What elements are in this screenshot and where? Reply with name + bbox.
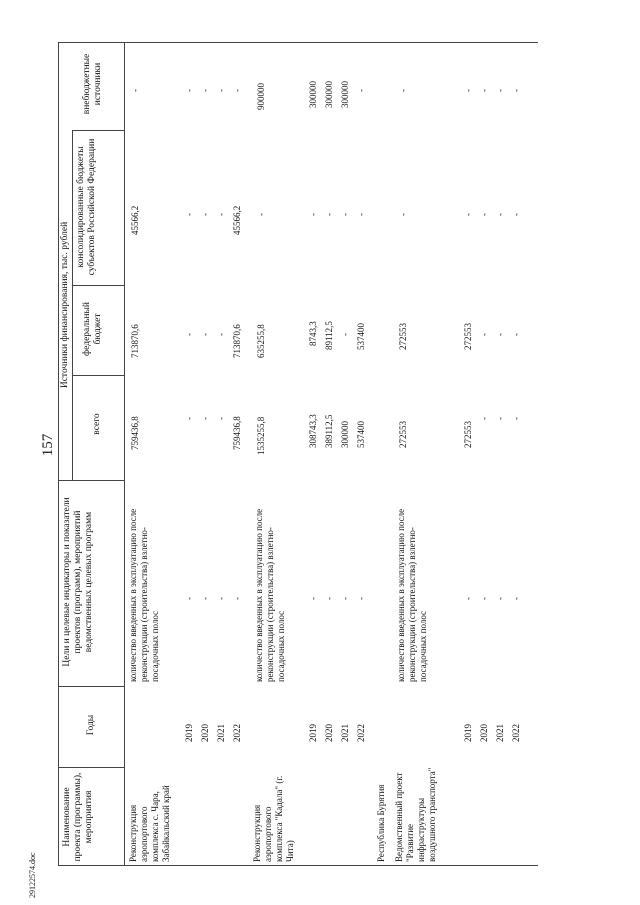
p1-r1-year: 2019 bbox=[184, 724, 194, 742]
p3-r3-federal: - bbox=[495, 333, 505, 336]
project-2-federal: 635255,8 bbox=[256, 324, 266, 358]
project-1-federal: 713870,6 bbox=[130, 324, 140, 358]
table-bottom-border bbox=[58, 865, 538, 866]
p2-r1-total: 308743,3 bbox=[308, 414, 318, 448]
p3-r2-year: 2020 bbox=[479, 724, 489, 742]
p1-r1-federal: - bbox=[184, 333, 194, 336]
header-sep-years-goals bbox=[58, 686, 124, 687]
project-3-federal: 272553 bbox=[398, 323, 408, 350]
p3-r4-federal: - bbox=[511, 333, 521, 336]
p1-r4-federal: 713870,6 bbox=[232, 324, 242, 358]
p1-r2-goal: - bbox=[200, 597, 210, 600]
header-sep-name-years bbox=[58, 767, 124, 768]
p3-r1-regional: - bbox=[463, 213, 473, 216]
project-2-extra: 900000 bbox=[256, 83, 266, 110]
table-top-border bbox=[58, 42, 538, 43]
p1-r2-federal: - bbox=[200, 333, 210, 336]
project-3-total: 272553 bbox=[398, 421, 408, 448]
header-sources: Источники финансирования, тыс. рублей bbox=[60, 221, 70, 389]
p1-r1-regional: - bbox=[184, 213, 194, 216]
project-1-total: 759436,8 bbox=[130, 416, 140, 450]
header-regional: консолидированные бюджеты субъектов Российской Федерации bbox=[76, 138, 97, 276]
p3-r3-year: 2021 bbox=[495, 724, 505, 742]
p3-r4-extra: - bbox=[511, 89, 521, 92]
table-left-border bbox=[58, 42, 59, 865]
p1-r4-total: 759436,8 bbox=[232, 416, 242, 450]
p2-r4-extra: - bbox=[356, 89, 366, 92]
p1-r2-year: 2020 bbox=[200, 724, 210, 742]
p2-r4-goal: - bbox=[356, 597, 366, 600]
header-years: Годы bbox=[86, 714, 96, 736]
p2-r4-total: 537400 bbox=[356, 421, 366, 448]
project-2-regional: - bbox=[256, 213, 266, 216]
p1-r2-regional: - bbox=[200, 213, 210, 216]
p1-r2-extra: - bbox=[200, 89, 210, 92]
p1-r3-federal: - bbox=[216, 333, 226, 336]
p3-r4-total: - bbox=[511, 417, 521, 420]
p3-r4-regional: - bbox=[511, 213, 521, 216]
project-1-name: Реконструкция аэропортового комплекса с. Чара, Забайкальский край bbox=[128, 785, 171, 862]
p2-r3-extra: 300000 bbox=[340, 81, 350, 108]
p1-r4-extra: - bbox=[232, 89, 242, 92]
footer-code: 29122574.doc bbox=[28, 852, 37, 898]
p2-r1-regional: - bbox=[308, 213, 318, 216]
p1-r1-goal: - bbox=[184, 597, 194, 600]
project-3-regional: - bbox=[398, 213, 408, 216]
project-2-name: Реконструкция аэропортового комплекса "Кадала" (г. Чита) bbox=[252, 775, 295, 862]
p2-r3-goal: - bbox=[340, 597, 350, 600]
p2-r4-federal: 537400 bbox=[356, 323, 366, 350]
p2-r1-year: 2019 bbox=[308, 724, 318, 742]
p3-r1-extra: - bbox=[463, 89, 473, 92]
p3-r2-total: - bbox=[479, 417, 489, 420]
p2-r4-year: 2022 bbox=[356, 724, 366, 742]
p1-r3-extra: - bbox=[216, 89, 226, 92]
p1-r3-goal: - bbox=[216, 597, 226, 600]
header-sources-underline bbox=[72, 130, 73, 480]
p3-r2-extra: - bbox=[479, 89, 489, 92]
p2-r2-federal: 89112,5 bbox=[324, 321, 334, 350]
p3-r4-goal: - bbox=[511, 597, 521, 600]
p1-r3-year: 2021 bbox=[216, 724, 226, 742]
header-divider bbox=[124, 42, 125, 865]
project-3-name: Ведомственный проект "Развитие инфраструктуры воздушного транспорта" bbox=[394, 767, 437, 862]
p3-r2-federal: - bbox=[479, 333, 489, 336]
project-1-goal: количество введенных в эксплуатацию после реконструкции (строительства) взлетно-посадочных полос bbox=[128, 508, 160, 682]
header-name: Наименование проекта (программы), мероприятия bbox=[62, 772, 94, 862]
p2-r2-extra: 300000 bbox=[324, 81, 334, 108]
p1-r2-total: - bbox=[200, 417, 210, 420]
p2-r2-year: 2020 bbox=[324, 724, 334, 742]
header-extra: внебюджетные источники bbox=[82, 53, 103, 115]
p2-r3-total: 300000 bbox=[340, 421, 350, 448]
p2-r2-total: 389112,5 bbox=[324, 414, 334, 448]
region-label: Республика Бурятия bbox=[376, 784, 386, 862]
p3-r1-federal: 272553 bbox=[463, 323, 473, 350]
project-2-goal: количество введенных в эксплуатацию после реконструкции (строительства) взлетно-посадочных полос bbox=[254, 508, 286, 682]
p3-r2-regional: - bbox=[479, 213, 489, 216]
p2-r1-extra: 300000 bbox=[308, 81, 318, 108]
project-2-total: 1535255,8 bbox=[256, 416, 266, 455]
p1-r4-regional: 45566,2 bbox=[232, 205, 242, 235]
p3-r1-goal: - bbox=[463, 597, 473, 600]
p1-r1-total: - bbox=[184, 417, 194, 420]
p3-r3-total: - bbox=[495, 417, 505, 420]
project-1-extra: - bbox=[130, 89, 140, 92]
page-number: 157 bbox=[40, 433, 56, 457]
project-3-extra: - bbox=[398, 89, 408, 92]
p2-r3-regional: - bbox=[340, 213, 350, 216]
header-total: всего bbox=[92, 413, 102, 435]
project-1-regional: 45566,2 bbox=[130, 205, 140, 235]
p3-r4-year: 2022 bbox=[511, 724, 521, 742]
p1-r4-year: 2022 bbox=[232, 724, 242, 742]
header-goals: Цели и целевые индикаторы и показатели проектов (программ), мероприятий ведомственных целевых программ bbox=[62, 497, 94, 667]
p3-r3-extra: - bbox=[495, 89, 505, 92]
p3-r1-year: 2019 bbox=[463, 724, 473, 742]
p1-r3-total: - bbox=[216, 417, 226, 420]
p2-r2-regional: - bbox=[324, 213, 334, 216]
header-sep-goals-sources bbox=[58, 480, 124, 481]
p1-r4-goal: - bbox=[232, 597, 242, 600]
p1-r3-regional: - bbox=[216, 213, 226, 216]
p3-r2-goal: - bbox=[479, 597, 489, 600]
p2-r4-regional: - bbox=[356, 213, 366, 216]
p2-r2-goal: - bbox=[324, 597, 334, 600]
p3-r3-regional: - bbox=[495, 213, 505, 216]
p2-r3-year: 2021 bbox=[340, 724, 350, 742]
header-federal: федеральный бюджет bbox=[82, 302, 103, 356]
p2-r3-federal: - bbox=[340, 333, 350, 336]
p2-r1-goal: - bbox=[308, 597, 318, 600]
p1-r1-extra: - bbox=[184, 89, 194, 92]
project-3-goal: количество введенных в эксплуатацию после реконструкции (строительства) взлетно-посадочных полос bbox=[396, 508, 428, 682]
p3-r1-total: 272553 bbox=[463, 421, 473, 448]
p2-r1-federal: 8743,3 bbox=[308, 321, 318, 346]
header-sep-regional-extra bbox=[72, 130, 124, 131]
p3-r3-goal: - bbox=[495, 597, 505, 600]
